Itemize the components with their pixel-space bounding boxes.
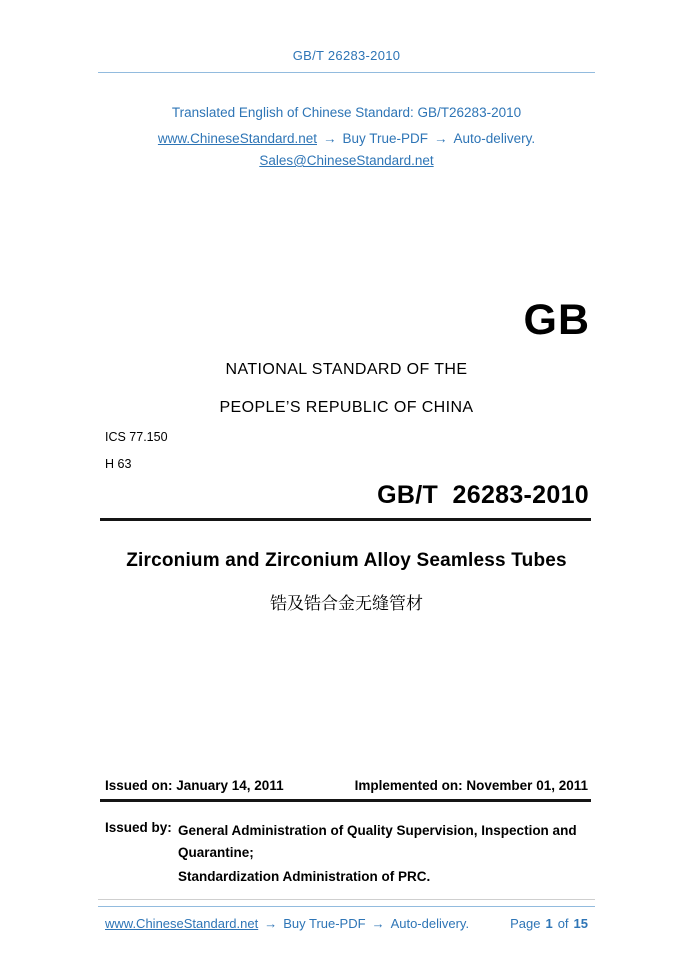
dates-rule xyxy=(100,799,591,802)
footer-left xyxy=(105,916,469,931)
arrow-icon: → xyxy=(264,916,278,931)
rule-under-code xyxy=(100,518,591,521)
ics-code: ICS 77.150 xyxy=(105,430,168,444)
buy-line xyxy=(0,131,693,146)
issuer-line-1: General Administration of Quality Supervision, Inspection and xyxy=(178,823,577,838)
of-label: of xyxy=(557,916,569,931)
page-indicator xyxy=(510,916,588,931)
arrow-icon: → xyxy=(434,131,448,146)
issued-on-date: Issued on: January 14, 2011 xyxy=(105,778,284,793)
gb-mark: GB xyxy=(523,296,590,344)
page-number-total: 15 xyxy=(573,916,588,931)
national-line-2: PEOPLE’S REPUBLIC OF CHINA xyxy=(219,399,474,416)
footer-site-link[interactable]: www.ChineseStandard.net xyxy=(105,916,259,931)
footer-gray-rule xyxy=(98,899,595,900)
national-line-1: NATIONAL STANDARD OF THE xyxy=(225,361,468,378)
header-doc-code: GB/T 26283-2010 xyxy=(292,48,401,63)
title-chinese: 锆及锆合金无缝管材 xyxy=(270,594,423,614)
buy-label: Buy True-PDF xyxy=(342,131,429,146)
footer-delivery-label: Auto-delivery. xyxy=(390,916,470,931)
arrow-icon: → xyxy=(323,131,337,146)
issuer-label: Issued by: xyxy=(105,820,172,835)
issuer-block xyxy=(105,820,605,888)
issuer-line-2: Quarantine; xyxy=(178,845,254,860)
header-rule xyxy=(98,72,595,73)
title-english: Zirconium and Zirconium Alloy Seamless Tubes xyxy=(126,550,567,571)
site-link[interactable]: www.ChineseStandard.net xyxy=(157,131,317,146)
issuer-lines xyxy=(178,820,577,888)
translated-line: Translated English of Chinese Standard: GB/T26283-2010 xyxy=(171,105,522,120)
email-line xyxy=(0,153,693,168)
issuer-line-3: Standardization Administration of PRC. xyxy=(178,869,431,884)
email-link[interactable]: Sales@ChineseStandard.net xyxy=(259,153,434,168)
arrow-icon: → xyxy=(371,916,385,931)
page-number-current: 1 xyxy=(545,916,553,931)
standard-code-large: GB/T 26283-2010 xyxy=(377,481,589,509)
footer-buy-label: Buy True-PDF xyxy=(283,916,366,931)
footer-row xyxy=(105,916,588,931)
class-code: H 63 xyxy=(105,457,132,471)
page-label: Page xyxy=(510,916,541,931)
implemented-on-date: Implemented on: November 01, 2011 xyxy=(354,778,588,793)
footer-blue-rule xyxy=(98,906,595,907)
delivery-label: Auto-delivery. xyxy=(453,131,536,146)
dates-row xyxy=(105,778,588,793)
